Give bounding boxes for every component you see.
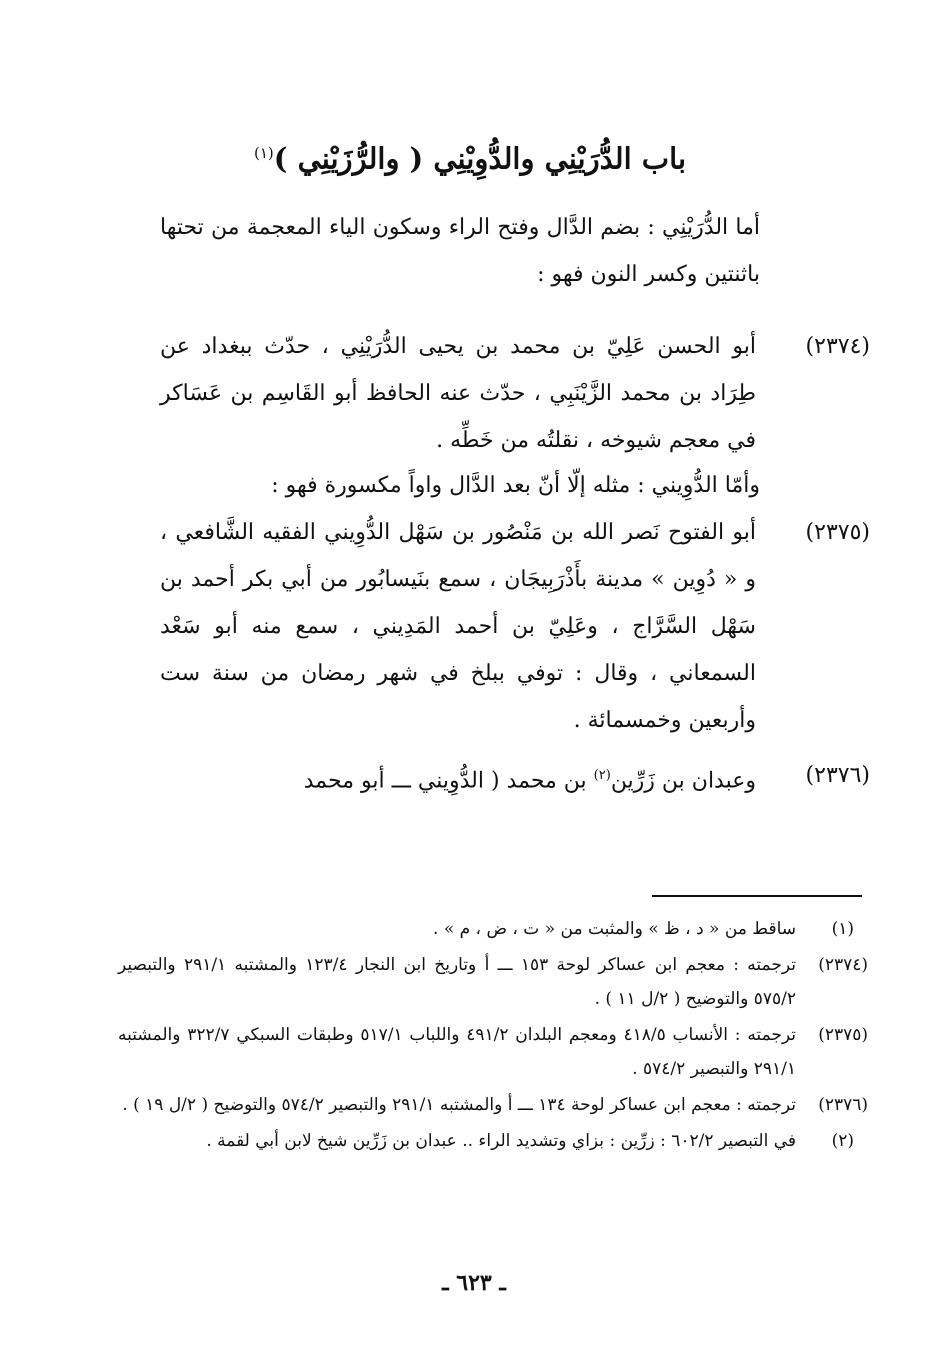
footnote-text: في التبصير ٦٠٢/٢ : زرِّين : بزاي وتشديد الراء .. عبدان بن زَرِّين شيخ لابن أبي لقمة . bbox=[206, 1131, 796, 1151]
middle-paragraph: وأمّا الدُّوِيني : مثله إلّا أنّ بعد الدَّال واواً مكسورة فهو : bbox=[271, 473, 760, 498]
entry-text-start: وعبدان بن زَرِّين bbox=[610, 768, 756, 794]
footnote-2375 bbox=[118, 1018, 868, 1086]
footnote-text: ترجمته : معجم ابن عساكر لوحة ١٥٣ ـــ أ وتاريخ ابن النجار ١٢٣/٤ والمشتبه ٢٩١/١ والتبصير ٥٧٥/٢ والتوضيح ( ٢/ل ١١ ) . bbox=[118, 955, 796, 1009]
chapter-title-text: باب الدُّرَيْنِي والدُّوِيْنِي ( والرُّزَيْنِي ) bbox=[273, 141, 687, 176]
footnote-separator bbox=[652, 895, 862, 897]
footnote-2374 bbox=[118, 948, 868, 1016]
footnote-2376 bbox=[118, 1088, 868, 1122]
entry-number: (٢٣٧٥) bbox=[805, 520, 870, 545]
entry-text: أبو الحسن عَلِيّ بن محمد بن يحيى الدُّرَيْنِي ، حدّث ببغداد عن طِرَاد بن محمد الزَّيْنَبِي ، حدّث عنه الحافظ أبو القَاسِم بن عَسَاكر في معجم شيوخه ، نقلتُه من خَطِّه . bbox=[160, 334, 756, 453]
entry-2376 bbox=[160, 752, 870, 804]
entry-number: (٢٣٧٦) bbox=[805, 763, 870, 788]
chapter-title bbox=[120, 128, 820, 184]
intro-paragraph: أما الدُّرَيْنِي : بضم الدَّال وفتح الراء وسكون الياء المعجمة من تحتها باثنتين وكسر النون فهو : bbox=[160, 215, 760, 287]
footnote-1 bbox=[118, 912, 868, 946]
footnotes bbox=[118, 912, 868, 1160]
footnote-2 bbox=[118, 1124, 868, 1158]
entry-text: أبو الفتوح نَصر الله بن مَنْصُور بن سَهْل الدُّوِيني الفقيه الشَّافعي ، و « دُوِين » مدينة بأَذْرَبِيجَان ، سمع بنَيسابُور من أبي بكر أحمد بن سَهْل السَّرَّاج ، وعَلِيّ بن أحمد المَدِيني ، سمع منه أبو سَعْد السمعاني ، وقال : توفي ببلخ في شهر رمضان من سنة ست وأربعين وخمسمائة . bbox=[160, 520, 756, 733]
footnote-text: ترجمته : الأنساب ٤١٨/٥ ومعجم البلدان ٤٩١/٢ واللباب ٥١٧/١ وطبقات السبكي ٣٢٢/٧ والمشتبه ٢٩١/١ والتبصير ٥٧٤/٢ . bbox=[118, 1025, 797, 1079]
footnote-text: ساقط من « د ، ظ » والمثبت من « ت ، ض ، م » . bbox=[433, 919, 796, 939]
footnote-number: (١) bbox=[831, 919, 854, 939]
entry-2374 bbox=[160, 323, 870, 464]
footnote-number: (٢٣٧٥) bbox=[818, 1025, 868, 1045]
title-footnote-ref: (١) bbox=[253, 144, 274, 162]
entry-text-end: بن محمد ( الدُّوِيني ـــ أبو محمد bbox=[303, 768, 594, 794]
page-number: ـ ٦٢٣ ـ bbox=[442, 1270, 506, 1296]
entry-2375 bbox=[160, 509, 870, 744]
footnote-number: (٢) bbox=[831, 1131, 854, 1151]
footnote-text: ترجمته : معجم ابن عساكر لوحة ١٣٤ ـــ أ والمشتبه ٢٩١/١ والتبصير ٥٧٤/٢ والتوضيح ( ٢/ل ١٩ ) . bbox=[122, 1095, 796, 1115]
entry-text bbox=[160, 752, 756, 804]
entry-footnote-ref: (٢) bbox=[593, 768, 611, 783]
entry-number: (٢٣٧٤) bbox=[805, 334, 870, 359]
footnote-number: (٢٣٧٦) bbox=[818, 1095, 868, 1115]
footnote-number: (٢٣٧٤) bbox=[818, 955, 868, 975]
